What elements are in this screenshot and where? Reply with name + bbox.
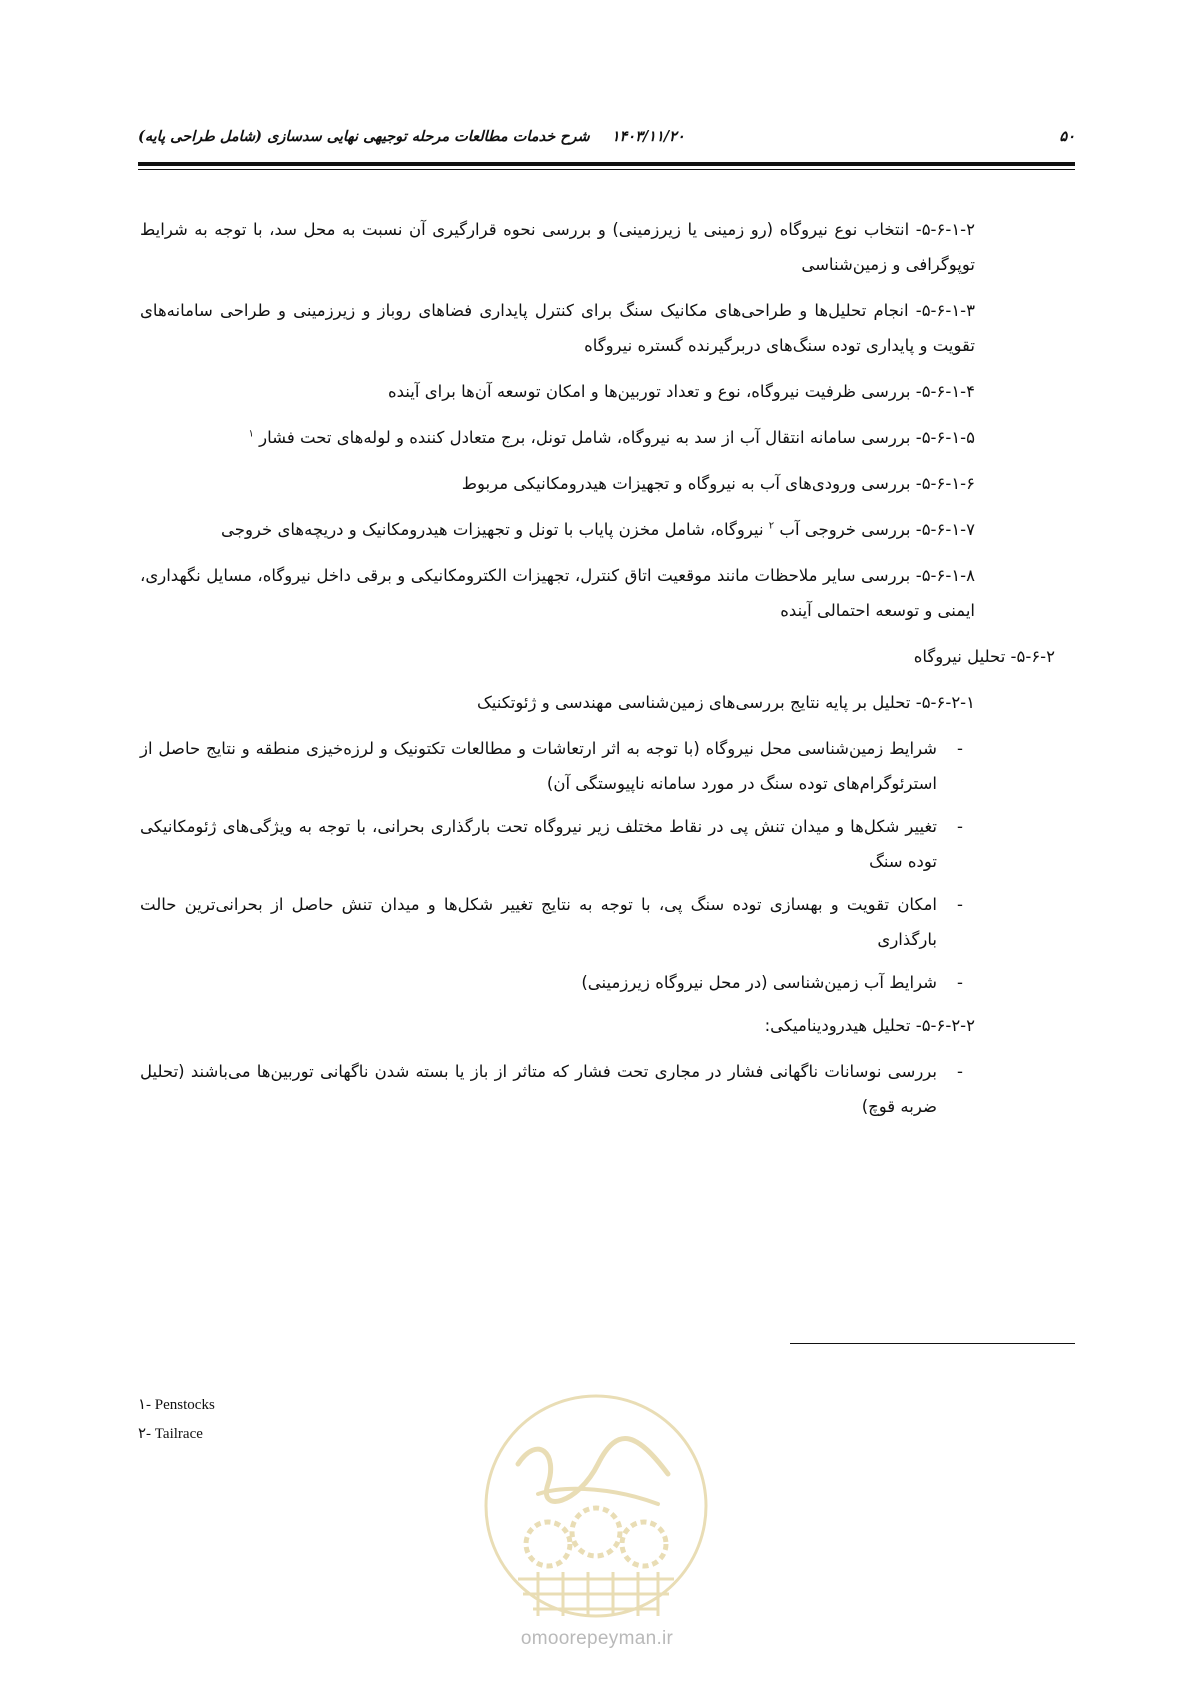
- header-rule-thick: [138, 162, 1075, 166]
- item-1-5-text: ۵-۶-۱-۵- بررسی سامانه انتقال آب از سد به نیروگاه، شامل تونل، برج متعادل کننده و لوله‌های تحت فشار: [259, 428, 975, 447]
- footnote-ref-1: ۱: [248, 428, 254, 440]
- subsection-2-2: ۵-۶-۲-۲- تحلیل هیدرودینامیکی:: [764, 1016, 975, 1035]
- item-1-4: ۵-۶-۱-۴- بررسی ظرفیت نیروگاه، نوع و تعداد توربین‌ها و امکان توسعه آن‌ها برای آینده: [388, 382, 975, 401]
- list-item-text: بررسی نوسانات ناگهانی فشار در مجاری تحت فشار که متاثر از باز یا بسته شدن ناگهانی توربین‌ها می‌باشند (تحلیل ضربه قوچ): [140, 1062, 937, 1116]
- list-item-text: امکان تقویت و بهسازی توده سنگ پی، با توجه به نتایج تغییر شکل‌ها و میدان تنش حاصل از بحرانی‌ترین حالت بارگذاری: [140, 895, 937, 949]
- header-date: ۱۴۰۳/۱۱/۲۰: [611, 128, 685, 145]
- footnote-1: ۱- Penstocks: [138, 1397, 215, 1413]
- item-1-2: ۵-۶-۱-۲- انتخاب نوع نیروگاه (رو زمینی یا زیرزمینی) و بررسی نحوه قرارگیری آن نسبت به محل سد، با توجه به شرایط توپوگرافی و زمین‌شناسی: [140, 220, 975, 274]
- list-item-text: شرایط آب زمین‌شناسی (در محل نیروگاه زیرزمینی): [581, 973, 937, 992]
- footnote-2: ۲- Tailrace: [138, 1426, 203, 1442]
- bullet-dash: -: [957, 1062, 963, 1081]
- header-doc-info: [138, 128, 685, 145]
- item-1-7-before: ۵-۶-۱-۷- بررسی خروجی آب: [779, 520, 975, 539]
- document-body: [140, 212, 1055, 1132]
- list-item-text: شرایط زمین‌شناسی محل نیروگاه (با توجه به اثر ارتعاشات و مطالعات تکتونیک و لرزه‌خیزی منطقه و نتایج حاصل از استرئوگرام‌های توده سنگ در مورد سامانه ناپیوستگی آن): [140, 739, 937, 793]
- header-title: شرح خدمات مطالعات مرحله توجیهی نهایی سدسازی (شامل طراحی پایه): [138, 128, 590, 145]
- page-number: ۵۰: [1059, 128, 1075, 145]
- item-1-3: ۵-۶-۱-۳- انجام تحلیل‌ها و طراحی‌های مکانیک سنگ برای کنترل پایداری فضاهای روباز و زیرزمینی و طراحی سامانه‌های تقویت و پایداری توده سنگ‌های دربرگیرنده گستره نیروگاه: [140, 301, 975, 355]
- footnote-rule: [790, 1343, 1075, 1344]
- bullet-dash: -: [957, 973, 963, 992]
- item-1-5: [140, 420, 975, 455]
- list-item-text: تغییر شکل‌ها و میدان تنش پی در نقاط مختلف زیر نیروگاه تحت بارگذاری بحرانی، با توجه به ویژگی‌های ژئومکانیکی توده سنگ: [140, 817, 937, 871]
- bullet-dash: -: [957, 895, 963, 914]
- watermark-site: omoorepeyman.ir: [520, 1628, 674, 1649]
- page-header: [138, 128, 1075, 152]
- item-1-7-after: نیروگاه، شامل مخزن پایاب با تونل و تجهیزات هیدرومکانیک و دریچه‌های خروجی: [221, 520, 769, 539]
- footnotes: [138, 1391, 215, 1449]
- list-item: [140, 1054, 975, 1124]
- list-item: [140, 809, 975, 879]
- bullet-list-2: [140, 1054, 975, 1124]
- item-1-8: ۵-۶-۱-۸- بررسی سایر ملاحظات مانند موقعیت اتاق کنترل، تجهیزات الکترومکانیکی و برقی داخل نیروگاه، مسایل نگهداری، ایمنی و توسعه احتمالی آینده: [140, 566, 975, 620]
- header-rule-thin: [138, 169, 1075, 170]
- bullet-dash: -: [957, 739, 963, 758]
- item-1-6: ۵-۶-۱-۶- بررسی ورودی‌های آب به نیروگاه و تجهیزات هیدرومکانیکی مربوط: [461, 474, 975, 493]
- list-item: [140, 731, 975, 801]
- footnote-ref-2: ۲: [768, 520, 775, 532]
- subsection-2-1: ۵-۶-۲-۱- تحلیل بر پایه نتایج بررسی‌های زمین‌شناسی مهندسی و ژئوتکنیک: [476, 693, 975, 712]
- list-item: [140, 965, 975, 1000]
- bullet-list-1: [140, 731, 975, 1000]
- list-item: [140, 887, 975, 957]
- bullet-dash: -: [957, 817, 963, 836]
- section-heading-2: ۵-۶-۲- تحلیل نیروگاه: [913, 647, 1055, 666]
- item-1-7: [140, 512, 975, 547]
